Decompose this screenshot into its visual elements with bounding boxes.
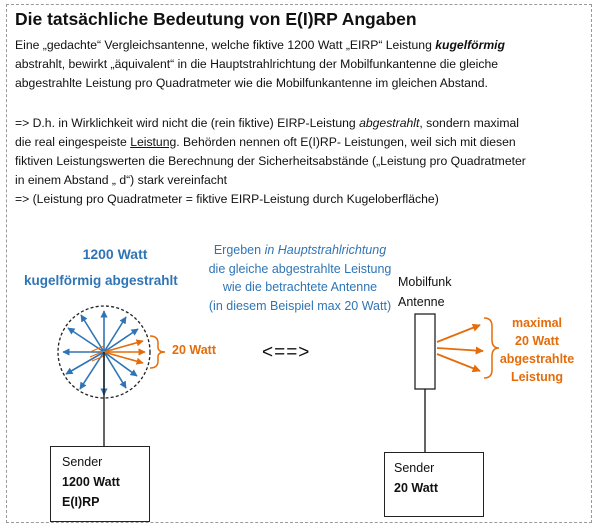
output-line-1: maximal [511, 316, 563, 330]
eirp-power-label: 1200 Watt [82, 246, 148, 262]
intro-line-1-text: Eine „gedachte“ Vergleichsantenne, welche fiktive 1200 Watt „EIRP“ Leistung [15, 38, 436, 52]
antenna-label-line-1: Mobilfunk [398, 275, 452, 289]
explanation-line-1b: , sondern maximal [419, 116, 519, 130]
antenna-sender-line-1: Sender [394, 461, 435, 475]
explanation-line-2b: . Behörden nennen oft E(I)RP- Leistungen, weil sich mit diesen [176, 135, 516, 149]
equivalence-symbol: <==> [262, 342, 311, 363]
antenna-beam-arrow-3 [437, 354, 480, 371]
spherical-radiation-label: kugelförmig abgestrahlt [24, 273, 178, 288]
middle-line-4: (in diesem Beispiel max 20 Watt) [208, 298, 392, 313]
radial-arrow-3 [104, 352, 137, 376]
output-line-3: abgestrahlte [499, 352, 575, 366]
intro-line-2: abstrahlt, bewirkt „äquivalent“ in die Hauptstrahlrichtung der Mobilfunkantenne die gleiche [15, 57, 499, 71]
radial-arrow-10 [81, 315, 104, 352]
antenna-label-line-2: Antenne [398, 295, 445, 309]
page-title: Die tatsächliche Bedeutung von E(I)RP Angaben [15, 9, 417, 29]
left-beam-brace [150, 336, 165, 368]
explanation-line-4: in einem Abstand „ d“) stark vereinfacht [15, 173, 228, 187]
output-line-2: 20 Watt [515, 334, 559, 348]
eirp-sender-line-3: E(I)RP [62, 495, 100, 509]
explanation-line-3: fiktiven Leistungswerten die Berechnung der Sicherheitsabstände („Leistung pro Quadratmeter [15, 154, 526, 168]
antenna-beam-arrow-2 [437, 348, 483, 351]
eirp-sender-line-1: Sender [62, 455, 103, 469]
middle-line-2: die gleiche abgestrahlte Leistung [208, 261, 392, 276]
output-line-4: Leistung [510, 370, 564, 384]
middle-emphasis: in Hauptstrahlrichtung [264, 243, 387, 257]
explanation-line-5: => (Leistung pro Quadratmeter = fiktive EIRP-Leistung durch Kugeloberfläche) [15, 192, 439, 206]
middle-line-3: wie die betrachtete Antenne [222, 280, 378, 294]
antenna-sender-line-2: 20 Watt [394, 481, 438, 495]
sphere-beam-arrows [104, 341, 145, 363]
explanation-line-2a: die real eingespeiste [15, 135, 131, 149]
explanation-line-1a: => D.h. in Wirklichkeit wird nicht die (rein fiktive) EIRP-Leistung [15, 116, 360, 130]
beam-power-label: 20 Watt [172, 343, 216, 357]
antenna-beam-arrow-1 [437, 325, 480, 342]
right-beam-brace [484, 318, 499, 378]
eirp-sender-line-2: 1200 Watt [62, 475, 120, 489]
explanation-underline: Leistung [130, 135, 177, 149]
radial-arrow-2 [104, 329, 138, 352]
antenna-body [415, 314, 435, 389]
radial-arrow-7 [66, 352, 104, 374]
intro-emphasis: kugelförmig [435, 38, 505, 52]
explanation-emphasis: abgestrahlt [359, 116, 420, 130]
antenna-beam-arrows [437, 325, 483, 371]
intro-line-3: abgestrahlte Leistung pro Quadratmeter wie die Mobilfunkantenne im gleichen Abstand. [15, 76, 488, 90]
middle-line-1a: Ergeben [213, 243, 265, 257]
